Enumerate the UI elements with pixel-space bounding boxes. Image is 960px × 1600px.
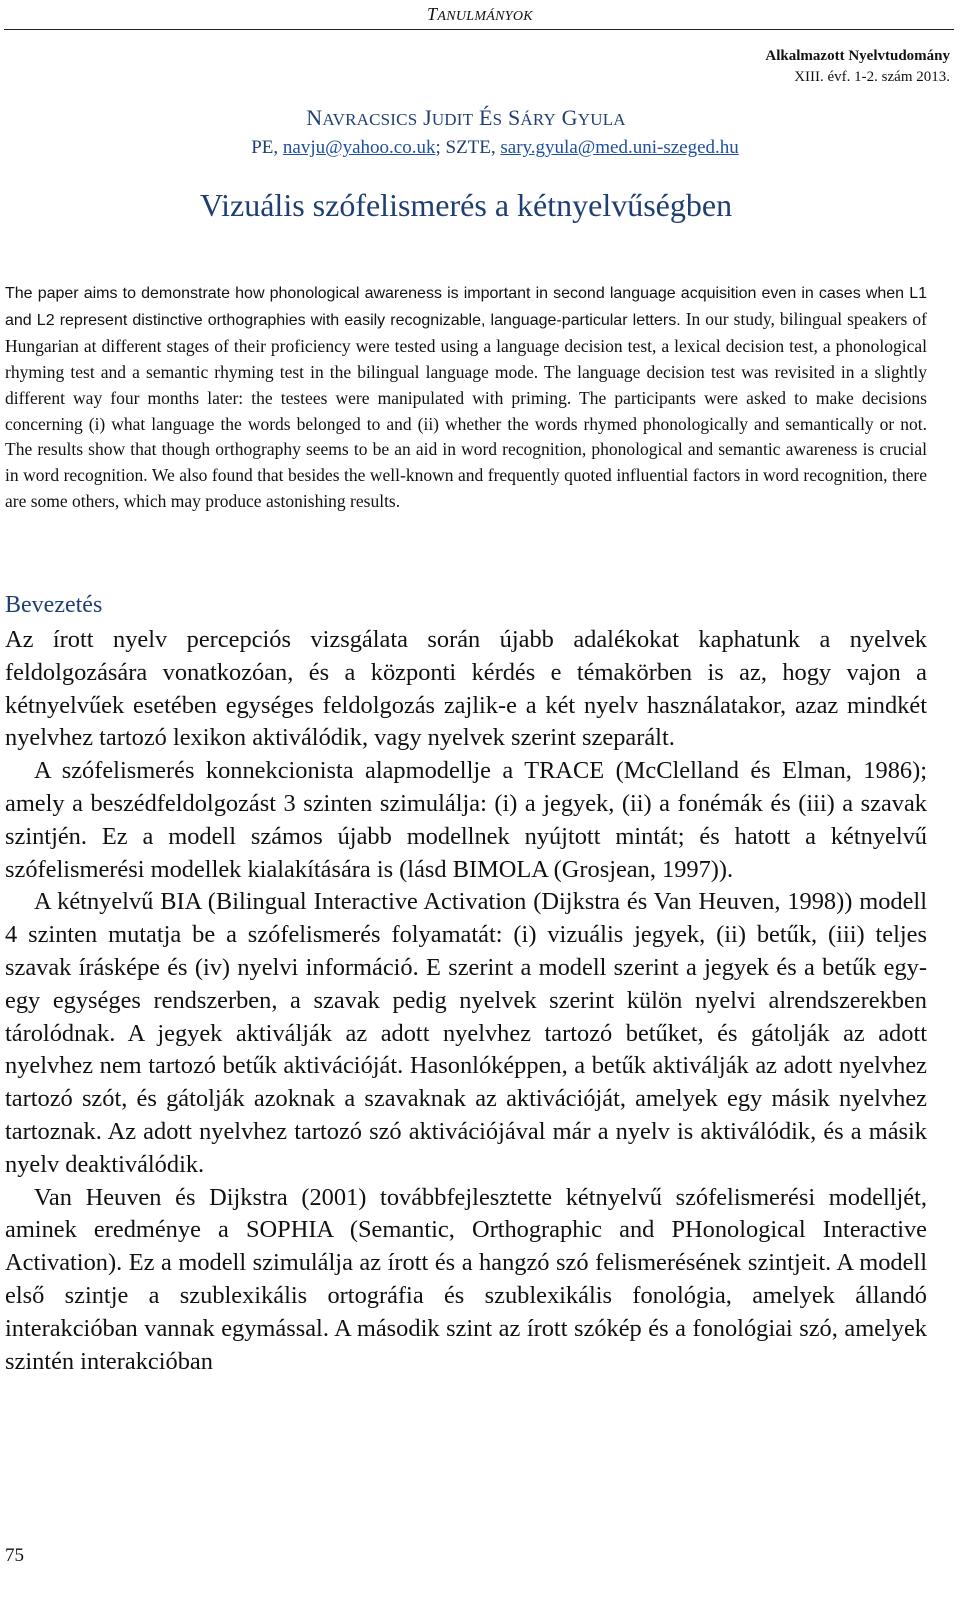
author-letters: S (492, 110, 503, 129)
journal-issue: XIII. évf. 1-2. szám 2013. (794, 69, 950, 85)
author-letter: S (507, 105, 521, 130)
journal-name: Alkalmazott Nyelvtudomány (765, 48, 950, 64)
running-head-rest: ANULMÁNYOK (437, 9, 533, 24)
header-rule (4, 29, 954, 30)
author-letter: J (423, 105, 432, 130)
author-names (0, 105, 932, 131)
author-letter: N (306, 105, 323, 130)
author-letters: YULA (577, 110, 626, 129)
running-head-initial: T (427, 4, 438, 24)
affiliation-institution: PE, (251, 137, 283, 158)
author-letters: UDIT (431, 110, 474, 129)
paper-title: Vizuális szófelismerés a kétnyelvűségben (199, 187, 733, 223)
body-text (5, 624, 927, 1378)
page-number: 75 (5, 1545, 24, 1566)
author-letters: ÁRY (520, 110, 556, 129)
affiliation-separator: ; SZTE, (435, 137, 501, 158)
abstract-part-1: The paper aims to demonstrate how phonological awareness is important in second language acquisition even in cases when L1 and L2 represent distinctive orthographies with easily recognizable, language-particular letters. (5, 285, 927, 329)
email-link-navracsics[interactable]: navju@yahoo.co.uk (282, 137, 436, 158)
email-link-sary[interactable]: sary.gyula@med.uni-szeged.hu (500, 137, 739, 158)
journal-info (765, 46, 950, 88)
paragraph: Az írott nyelv percepciós vizsgálata során újabb adalékokat kaphatunk a nyelvek feldolgozására vonatkozóan, és a központi kérdés e témakörben is az, hogy vajon a kétnyelvűek esetében egységes feldolgozás zajlik-e a két nyelv használatakor, azaz mindkét nyelvhez tartozó lexikon aktiválódik, vagy nyelvek szerint szeparált. (5, 626, 927, 752)
paragraph: A szófelismerés konnekcionista alapmodellje a TRACE (McClelland és Elman, 1986); amely a beszédfeldolgozást 3 szinten szimulálja: (i) a jegyek, (ii) a fonémák és (iii) a szavak szintjén. Ez a modell számos újabb modellnek nyújtott mintát; és hatott a kétnyelvű szófelismerési modellek kialakítására is (lásd BIMOLA (Grosjean, 1997)). (5, 757, 927, 883)
author-letters: AVRACSICS (322, 110, 418, 129)
abstract (5, 280, 927, 515)
author-letter: É (478, 105, 493, 130)
author-letter: G (561, 105, 578, 130)
section-heading: Bevezetés (5, 592, 103, 618)
affiliation-line (0, 137, 960, 159)
running-head (0, 4, 960, 25)
abstract-part-2: In our study, bilingual speakers of Hungarian at different stages of their proficiency were tested using a language decision test, a lexical decision test, a phonological rhyming test and a semantic rhyming test in the bilingual language mode. The language decision test was revisited in a slightly different way four months later: the testees were manipulated with priming. The participants were asked to make decisions concerning (i) what language the words belonged to and (ii) whether the words rhymed phonologically and semantically or not. The results show that though orthography seems to be an aid in word recognition, phonological and semantic awareness is crucial in word recognition. We also found that besides the well-known and frequently quoted influential factors in word recognition, there are some others, which may produce astonishing results. (5, 308, 927, 512)
paragraph: Van Heuven és Dijkstra (2001) továbbfejlesztette kétnyelvű szófelismerési modelljét, aminek eredménye a SOPHIA (Semantic, Orthographic and PHonological Interactive Activation). Ez a modell szimulálja az írott és a hangzó szó felismerésének szintjeit. A modell első szintje a szublexikális ortográfia és szublexikális fonológia, amelyek állandó interakcióban vannak egymással. A második szint az írott szókép és a fonológiai szó, amelyek szintén interakcióban (5, 1183, 927, 1375)
paragraph: A kétnyelvű BIA (Bilingual Interactive Activation (Dijkstra és Van Heuven, 1998)) modell 4 szinten mutatja be a szófelismerés folyamatát: (i) vizuális jegyek, (ii) betűk, (iii) teljes szavak írásképe és (iv) nyelvi információ. E szerint a modell szerint a jegyek és a betűk egy-egy egységes rendszerben, a szavak pedig nyelvek szerint külön nyelvi alrendszerekben tárolódnak. A jegyek aktiválják az adott nyelvhez tartozó betűket, és gátolják az adott nyelvhez nem tartozó betűk aktivációját. Hasonlóképpen, a betűk aktiválják az adott nyelvhez tartozó szót, és gátolják azoknak a szavaknak az aktivációját, amelyek egy másik nyelvhez tartoznak. Az adott nyelvhez tartozó szó aktivációjával már a nyelv is aktiválódik, és a másik nyelv deaktiválódik. (5, 888, 927, 1178)
